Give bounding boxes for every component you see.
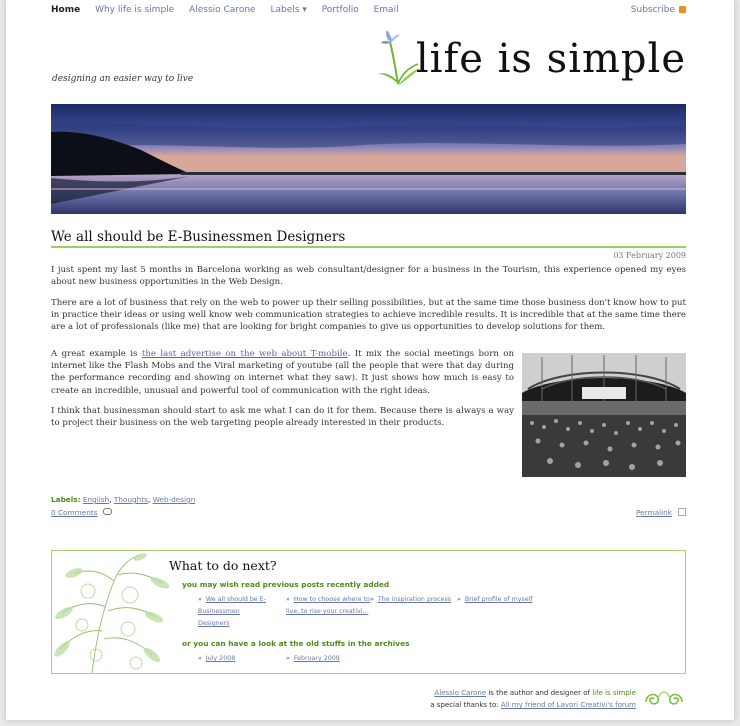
botanical-illustration	[52, 551, 177, 673]
rss-icon	[679, 6, 686, 13]
logo-text: life is simple	[415, 36, 686, 82]
permalink-icon	[678, 508, 686, 516]
post-date: 03 February 2009	[613, 251, 686, 260]
footer-author-line	[430, 687, 636, 699]
header-banner-image	[51, 104, 686, 214]
recent-posts-heading: you may wish read previous posts recently added	[182, 580, 390, 589]
post-labels: Labels: English, Thoughts, Web-design	[51, 495, 196, 504]
site-tagline: designing an easier way to live	[52, 74, 194, 84]
footer-site-name: life is simple	[592, 689, 636, 697]
title-divider	[51, 246, 686, 248]
recent-post-4	[457, 594, 557, 606]
permalink-row	[636, 508, 686, 517]
comments-row	[51, 508, 112, 517]
footer-thanks-line	[430, 699, 636, 711]
post-paragraph-2: There are a lot of business that rely on the web to power up their selling possibilities, but at the same time those business don't know how to put in practice their ideas or using well know web communication strategies to achieve incredible results. It is incredible that at the same time there are a lot of professionals (like me) that are looking for bright companies to give us opportunities to develop solutions for them.	[51, 298, 686, 333]
archive-link-july-2008[interactable]: July 2008	[205, 655, 236, 662]
post-paragraph-3	[51, 348, 514, 397]
subscribe-label: Subscribe	[630, 5, 675, 15]
recent-post-1	[198, 594, 268, 631]
nav-home[interactable]: Home	[51, 5, 81, 15]
bullet-icon: »	[198, 655, 202, 662]
bullet-icon: »	[286, 655, 290, 662]
nav-labels-dropdown[interactable]: Labels ▾	[270, 5, 307, 15]
comments-link[interactable]: 0 Comments	[51, 508, 98, 517]
archive-item-1	[198, 653, 278, 665]
page-frame	[6, 0, 734, 720]
footer-thanks-text: a special thanks to:	[430, 701, 501, 709]
recent-post-2	[286, 594, 374, 618]
labels-title: Labels:	[51, 495, 81, 504]
what-next-title: What to do next?	[169, 558, 277, 573]
p3-text-after: . It mix the social meetings born on internet like the Flash Mobs and the Viral marketing of youtube (all the people that were that day during the performance recording and showing on internet what they saw). It just shows how much is easy to create an incredible, unusual and powerful tool of communication with the right ideas.	[51, 349, 514, 396]
bullet-icon: »	[286, 596, 290, 603]
archive-link-february-2009[interactable]: February 2009	[293, 655, 340, 662]
nav-why-life-is-simple[interactable]: Why life is simple	[95, 5, 175, 15]
permalink-link[interactable]: Permalink	[636, 508, 672, 517]
subscribe-link[interactable]	[631, 5, 686, 15]
nav-email[interactable]: Email	[373, 5, 399, 15]
comment-bubble-icon	[103, 508, 112, 515]
recent-post-link-3[interactable]: The inspiration process	[377, 596, 452, 603]
footer-author-text: is the author and designer of	[486, 689, 593, 697]
site-logo[interactable]	[376, 28, 686, 88]
recent-post-link-4[interactable]: Brief profile of myself	[464, 596, 533, 603]
label-web-design[interactable]: Web-design	[152, 495, 196, 504]
archives-heading: or you can have a look at the old stuffs in the archives	[182, 639, 410, 648]
p3-text-before: A great example is	[51, 349, 142, 359]
nav-alessio-carone[interactable]: Alessio Carone	[189, 5, 256, 15]
page-content	[51, 0, 686, 720]
footer-thanks-link[interactable]: All my friend of Lavori Creativi's forum	[500, 701, 636, 709]
nav-portfolio[interactable]: Portfolio	[321, 5, 359, 15]
footer-credits	[430, 687, 636, 711]
label-english[interactable]: English	[82, 495, 110, 504]
recent-post-link-1[interactable]: We all should be E-Businessmen Designers	[198, 596, 266, 628]
top-nav	[51, 5, 686, 19]
post-paragraph-1: I just spent my last 5 months in Barcelona working as web consultant/designer for a business in the Tourism, this experience opened my eyes about new business opportunities in the Web Design.	[51, 265, 686, 288]
footer-ornament-icon	[642, 686, 686, 708]
archive-item-2	[286, 653, 376, 665]
footer-author-link[interactable]: Alessio Carone	[434, 689, 487, 697]
recent-post-3	[370, 594, 465, 606]
bullet-icon: »	[198, 596, 202, 603]
bullet-icon: »	[457, 596, 461, 603]
recent-post-link-2[interactable]: How to choose where to live, to rise your creativi...	[286, 596, 370, 616]
t-mobile-advert-link[interactable]: the last advertise on the web about T-mobile	[141, 349, 348, 359]
post-title[interactable]: We all should be E-Businessmen Designers	[51, 229, 346, 245]
what-next-box	[51, 550, 686, 674]
post-paragraph-4: I think that businessman should start to ask me what I can do it for them. Because there is always a way to project their business on the web targeting people already interested in their products.	[51, 406, 514, 429]
label-thoughts[interactable]: Thoughts	[113, 495, 148, 504]
crowd-station-photo	[522, 353, 686, 477]
bullet-icon: »	[370, 596, 374, 603]
